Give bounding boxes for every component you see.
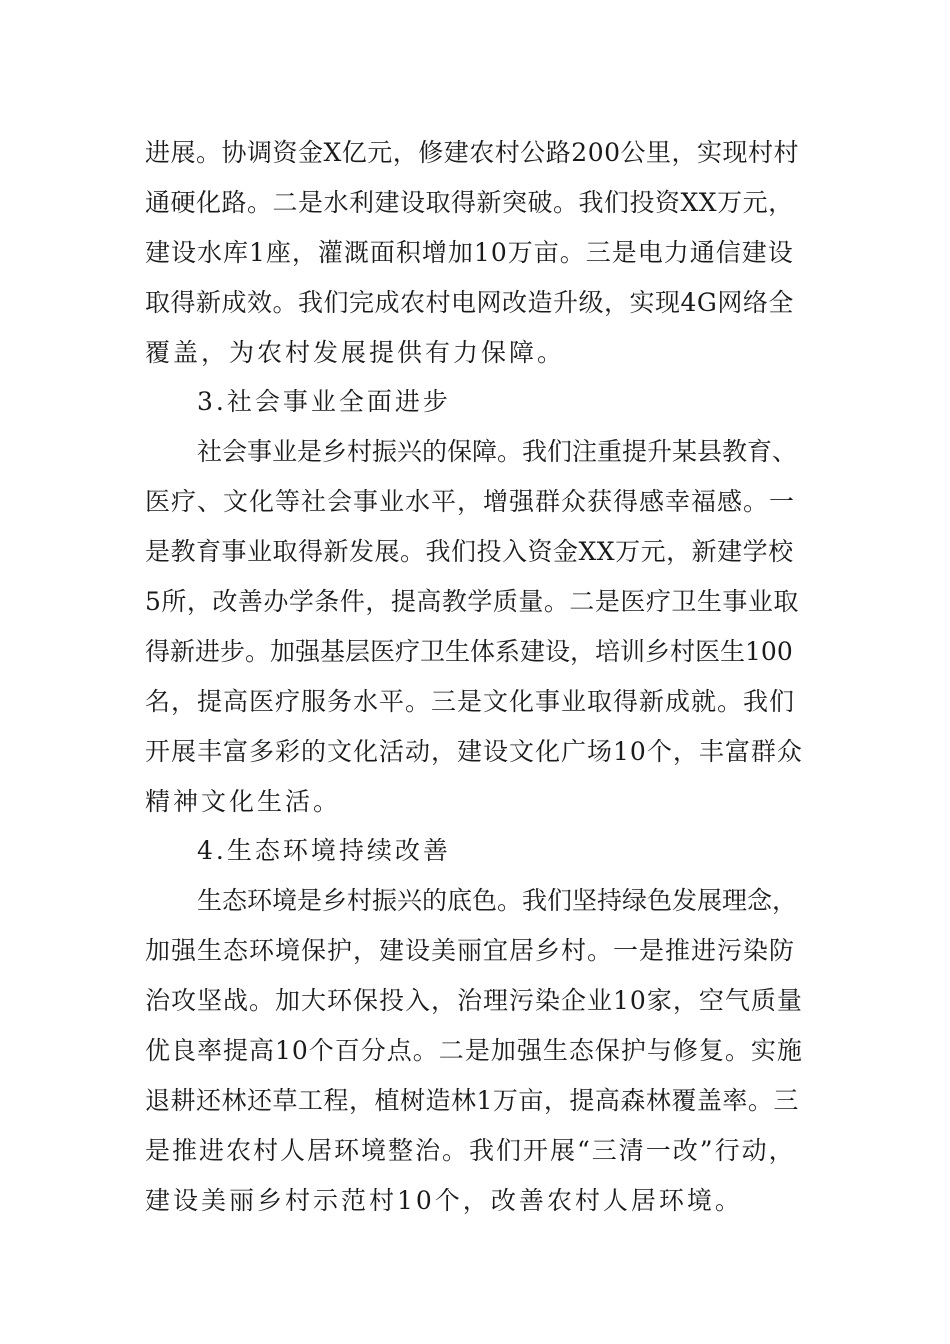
text-line: 是推进农村人居环境整治。我们开展“三清一改”行动， [145, 1136, 796, 1165]
text-line: 治攻坚战。加大环保投入，治理污染企业10家，空气质量 [145, 986, 803, 1015]
text-line: 是教育事业取得新发展。我们投入资金XX万元，新建学校 [145, 537, 794, 566]
text-line: 5所，改善办学条件，提高教学质量。二是医疗卫生事业取 [145, 587, 799, 616]
text-line: 建设美丽乡村示范村10个，改善农村人居环境。 [145, 1186, 743, 1215]
text-line: 生态环境是乡村振兴的底色。我们坚持绿色发展理念， [197, 886, 798, 915]
text-line: 进展。协调资金X亿元，修建农村公路200公里，实现村村 [145, 138, 800, 167]
text-line: 通硬化路。二是水利建设取得新突破。我们投资XX万元， [145, 188, 794, 217]
text-line: 取得新成效。我们完成农村电网改造升级，实现4G网络全 [145, 288, 794, 317]
text-line: 优良率提高10个百分点。二是加强生态保护与修复。实施 [145, 1036, 803, 1065]
text-line: 建设水库1座，灌溉面积增加10万亩。三是电力通信建设 [145, 238, 794, 267]
text-line: 名，提高医疗服务水平。三是文化事业取得新成就。我们 [145, 687, 796, 716]
section-heading: 4.生态环境持续改善 [197, 836, 451, 865]
text-line: 覆盖，为农村发展提供有力保障。 [145, 338, 566, 367]
text-line: 社会事业是乡村振兴的保障。我们注重提升某县教育、 [197, 437, 798, 466]
text-line: 加强生态环境保护，建设美丽宜居乡村。一是推进污染防 [145, 936, 796, 965]
section-heading: 3.社会事业全面进步 [197, 387, 451, 416]
text-line: 退耕还林还草工程，植树造林1万亩，提高森林覆盖率。三 [145, 1086, 799, 1115]
text-line: 医疗、文化等社会事业水平，增强群众获得感幸福感。一 [145, 487, 796, 516]
text-line: 开展丰富多彩的文化活动，建设文化广场10个，丰富群众 [145, 737, 803, 766]
text-line: 精神文化生活。 [145, 787, 342, 816]
text-line: 得新进步。加强基层医疗卫生体系建设，培训乡村医生100 [145, 637, 793, 666]
